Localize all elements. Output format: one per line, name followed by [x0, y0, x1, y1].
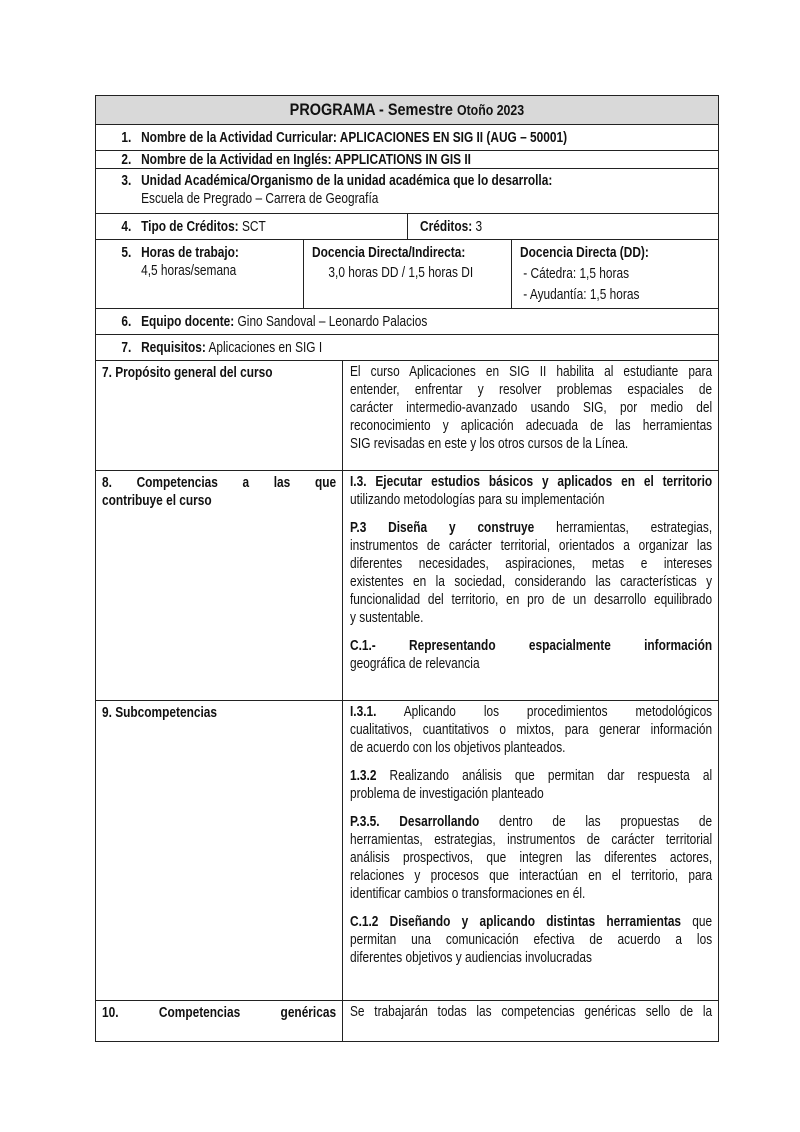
- bold-text: C.1.- Representando espacialmente información: [350, 638, 713, 654]
- work-hours-label: Horas de trabajo:: [141, 245, 239, 261]
- row-number: 3.: [121, 173, 132, 189]
- body-text: carácter intermedio-avanzado usando SIG, por medio del: [350, 400, 713, 416]
- text-line: [350, 655, 712, 673]
- direct-teaching-label: Docencia Directa (DD):: [520, 245, 649, 261]
- semester: Otoño 2023: [457, 103, 525, 119]
- credit-type-label: Tipo de Créditos:: [141, 219, 239, 235]
- bold-text: P.3 Diseña y construye: [350, 520, 535, 536]
- bold-text: C.1.2 Diseñando y aplicando distintas herramientas: [350, 914, 682, 930]
- text-line: [350, 363, 712, 381]
- section-generic-competencies: [96, 1001, 718, 1041]
- text-line: [350, 537, 712, 555]
- body-text: diferentes necesidades, aspiraciones, metas e intereses: [350, 556, 713, 572]
- row-activity-english: [96, 151, 718, 169]
- row-work-hours: [96, 240, 718, 309]
- academic-unit-label: Unidad Académica/Organismo de la unidad académica que lo desarrolla:: [141, 173, 553, 189]
- body-text: utilizando metodologías para su implementación: [350, 492, 605, 508]
- text-line: [350, 785, 712, 803]
- body-text: existentes en la sociedad, considerando las características y: [350, 574, 713, 590]
- row-activity-name: [96, 125, 718, 151]
- body-text: cualitativos, cuantitativos o mixtos, para generar información: [350, 722, 713, 738]
- row-teaching-team: [96, 309, 718, 335]
- text-line: [350, 767, 712, 785]
- teaching-mode-label: Docencia Directa/Indirecta:: [312, 245, 466, 261]
- title-text: PROGRAMA - Semestre: [289, 100, 454, 119]
- section-paragraph: [350, 813, 712, 903]
- text-line: [350, 831, 712, 849]
- academic-unit-value: Escuela de Pregrado – Carrera de Geografía: [141, 191, 379, 207]
- requirements-value: Aplicaciones en SIG I: [205, 340, 323, 356]
- row-number: 2.: [121, 152, 132, 168]
- teaching-team-value: Gino Sandoval – Leonardo Palacios: [234, 314, 428, 330]
- body-text: Realizando análisis que permitan dar respuesta al: [376, 768, 713, 784]
- section-label: 8. Competencias a las que: [102, 475, 337, 491]
- body-text: Aplicando los procedimientos metodológicos: [376, 704, 713, 720]
- section-label: 9. Subcompetencias: [102, 705, 217, 721]
- section-paragraph: [350, 637, 712, 673]
- text-line: [350, 721, 712, 739]
- body-text: dentro de las propuestas de: [479, 814, 713, 830]
- text-line: [350, 913, 712, 931]
- text-line: [350, 519, 712, 537]
- section-paragraph: [350, 913, 712, 967]
- body-text: SIG revisadas en este y los otros cursos de la Línea.: [350, 436, 629, 452]
- bold-text: I.3. Ejecutar estudios básicos y aplicados en el territorio: [350, 474, 713, 490]
- program-table: [95, 95, 719, 1042]
- text-line: [350, 473, 712, 491]
- text-line: [350, 1003, 712, 1021]
- teaching-team-label: Equipo docente:: [141, 314, 235, 330]
- text-line: [350, 703, 712, 721]
- body-text: instrumentos de carácter territorial, orientados a organizar las: [350, 538, 713, 554]
- text-line: [350, 885, 712, 903]
- section-paragraph: [350, 519, 712, 627]
- teaching-mode-value: 3,0 horas DD / 1,5 horas DI: [328, 265, 474, 281]
- bold-text: 1.3.2: [350, 768, 377, 784]
- body-text: herramientas, estrategias,: [534, 520, 713, 536]
- text-line: [350, 609, 712, 627]
- row-number: 6.: [121, 314, 132, 330]
- text-line: [350, 849, 712, 867]
- body-text: problema de investigación planteado: [350, 786, 544, 802]
- section-paragraph: [350, 1003, 712, 1021]
- body-text: relaciones y procesos que interactúan en el territorio, para: [350, 868, 713, 884]
- body-text: entender, enfrentar y resolver problemas espaciales de: [350, 382, 713, 398]
- text-line: [350, 555, 712, 573]
- section-paragraph: [350, 703, 712, 757]
- text-line: [350, 435, 712, 453]
- ayudantia-hours: - Ayudantía: 1,5 horas: [523, 287, 640, 303]
- body-text: de acuerdo con los objetivos planteados.: [350, 740, 566, 756]
- row-number: 4.: [121, 219, 132, 235]
- body-text: y sustentable.: [350, 610, 424, 626]
- bold-text: I.3.1.: [350, 704, 377, 720]
- body-text: que: [681, 914, 713, 930]
- text-line: [350, 931, 712, 949]
- body-text: Se trabajarán todas las competencias genéricas sello de la: [350, 1004, 713, 1020]
- activity-name: Nombre de la Actividad Curricular: APLICACIONES EN SIG II (AUG – 50001): [141, 130, 568, 146]
- catedra-hours: - Cátedra: 1,5 horas: [523, 266, 630, 282]
- text-line: [350, 637, 712, 655]
- text-line: [350, 399, 712, 417]
- text-line: [350, 591, 712, 609]
- body-text: herramientas, estrategias, instrumentos de carácter territorial: [350, 832, 713, 848]
- text-line: [350, 491, 712, 509]
- text-line: [350, 381, 712, 399]
- body-text: diferentes objetivos y audiencias involucradas: [350, 950, 592, 966]
- program-header: [96, 96, 718, 125]
- body-text: análisis prospectivos, que integren las diferentes actores,: [350, 850, 713, 866]
- credits-label: Créditos:: [420, 219, 473, 235]
- row-number: 5.: [121, 245, 132, 261]
- row-requirements: [96, 335, 718, 361]
- section-label: contribuye el curso: [102, 493, 212, 509]
- body-text: reconocimiento y aplicación adecuada de las herramientas: [350, 418, 713, 434]
- section-subcompetencies: [96, 701, 718, 1001]
- activity-english-name: Nombre de la Actividad en Inglés: APPLICATIONS IN GIS II: [141, 152, 471, 168]
- section-paragraph: [350, 767, 712, 803]
- section-label: 10. Competencias genéricas: [102, 1005, 337, 1021]
- bold-text: P.3.5. Desarrollando: [350, 814, 480, 830]
- credit-type-value: SCT: [238, 219, 266, 235]
- section-paragraph: [350, 473, 712, 509]
- body-text: identificar cambios o transformaciones en él.: [350, 886, 586, 902]
- row-number: 1.: [121, 130, 132, 146]
- text-line: [350, 867, 712, 885]
- body-text: El curso Aplicaciones en SIG II habilita al estudiante para: [350, 364, 713, 380]
- section-label: 7. Propósito general del curso: [102, 365, 273, 381]
- row-number: 7.: [121, 340, 132, 356]
- section-competencies: [96, 471, 718, 701]
- body-text: funcionalidad del territorio, en pro de un desarrollo equilibrado: [350, 592, 713, 608]
- text-line: [350, 949, 712, 967]
- text-line: [350, 573, 712, 591]
- text-line: [350, 739, 712, 757]
- program-title: [290, 100, 524, 120]
- credits-value: 3: [472, 219, 483, 235]
- requirements-label: Requisitos:: [141, 340, 206, 356]
- body-text: permitan una comunicación efectiva de acuerdo a los: [350, 932, 713, 948]
- text-line: [350, 417, 712, 435]
- work-hours-value: 4,5 horas/semana: [141, 263, 237, 279]
- row-credits: [96, 214, 718, 240]
- body-text: geográfica de relevancia: [350, 656, 480, 672]
- row-academic-unit: [96, 169, 718, 214]
- section-paragraph: [350, 363, 712, 453]
- text-line: [350, 813, 712, 831]
- section-course-purpose: [96, 361, 718, 471]
